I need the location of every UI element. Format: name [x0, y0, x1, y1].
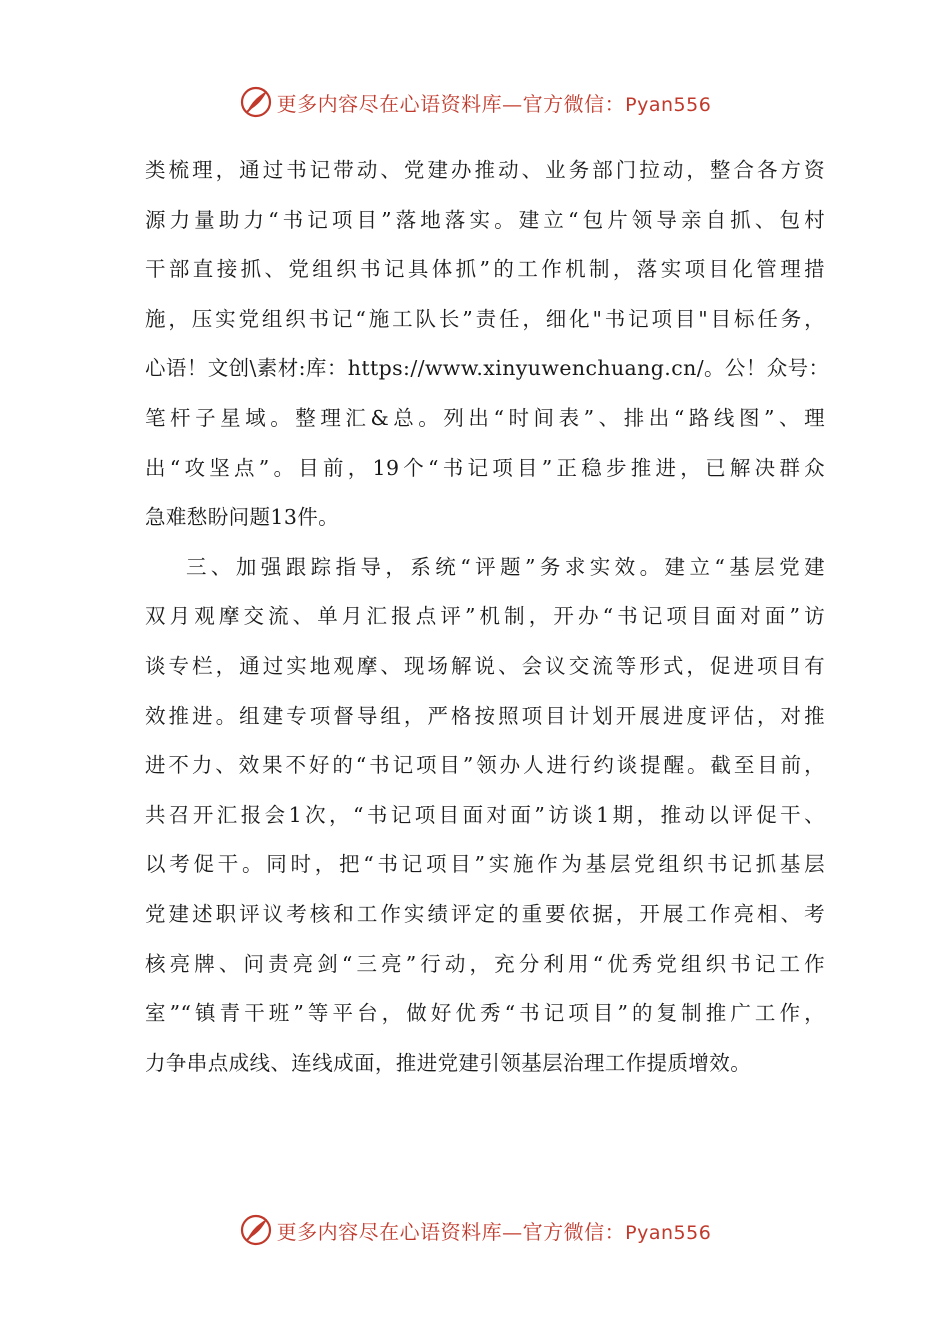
- text-line: 谈专栏，通过实地观摩、现场解说、会议交流等形式，促进项目有: [145, 653, 825, 678]
- text-line: 核亮牌、问责亮剑“三亮”行动，充分利用“优秀党组织书记工作: [145, 951, 825, 976]
- text-line: 急难愁盼问题13件。: [145, 505, 340, 530]
- paragraph-1: [145, 146, 830, 543]
- text-line: 以考促干。同时，把“书记项目”实施作为基层党组织书记抓基层: [145, 852, 825, 877]
- footer-banner-text: 更多内容尽在心语资料库—官方微信：Pyan556: [276, 1219, 712, 1244]
- text-line: 源力量助力“书记项目”落地落实。建立“包片领导亲自抓、包村: [145, 207, 825, 232]
- text-line: 共召开汇报会1次，“书记项目面对面”访谈1期，推动以评促干、: [145, 802, 825, 827]
- text-line: 效推进。组建专项督导组，严格按照项目计划开展进度评估，对推: [145, 703, 825, 728]
- text-line: 三、加强跟踪指导，系统“评题”务求实效。建立“基层党建: [186, 554, 825, 579]
- text-line: 进不力、效果不好的“书记项目”领办人进行约谈提醒。截至目前，: [145, 753, 825, 778]
- text-line: 施，压实党组织书记“施工队长”责任，细化"书记项目"目标任务，: [145, 306, 825, 331]
- header-banner-text: 更多内容尽在心语资料库—官方微信：Pyan556: [276, 91, 712, 116]
- paragraph-2: [145, 543, 825, 1089]
- footer-banner: [0, 1210, 950, 1250]
- document-body: [145, 146, 830, 1088]
- text-line: 党建述职评议考核和工作实绩评定的重要依据，开展工作亮相、考: [145, 901, 825, 926]
- text-line: 干部直接抓、党组织书记具体抓”的工作机制，落实项目化管理措: [145, 257, 825, 282]
- text-line: 笔杆子星域。整理汇&总。列出“时间表”、排出“路线图”、理: [145, 405, 825, 430]
- quill-logo-icon: [239, 1213, 273, 1247]
- text-line: 心语！文创\素材:库：https://www.xinyuwenchuang.cn/。公！众号：: [145, 356, 830, 381]
- quill-logo-icon: [239, 85, 273, 119]
- text-line: 类梳理，通过书记带动、党建办推动、业务部门拉动，整合各方资: [145, 158, 825, 182]
- text-line: 双月观摩交流、单月汇报点评”机制，开办“书记项目面对面”访: [145, 604, 825, 629]
- header-banner: [0, 82, 950, 122]
- text-line: 力争串点成线、连线成面，推进党建引领基层治理工作提质增效。: [145, 1050, 752, 1075]
- text-line: 出“攻坚点”。目前，19个“书记项目”正稳步推进，已解决群众: [145, 455, 825, 480]
- text-line: 室”“镇青干班”等平台，做好优秀“书记项目”的复制推广工作，: [145, 1001, 825, 1026]
